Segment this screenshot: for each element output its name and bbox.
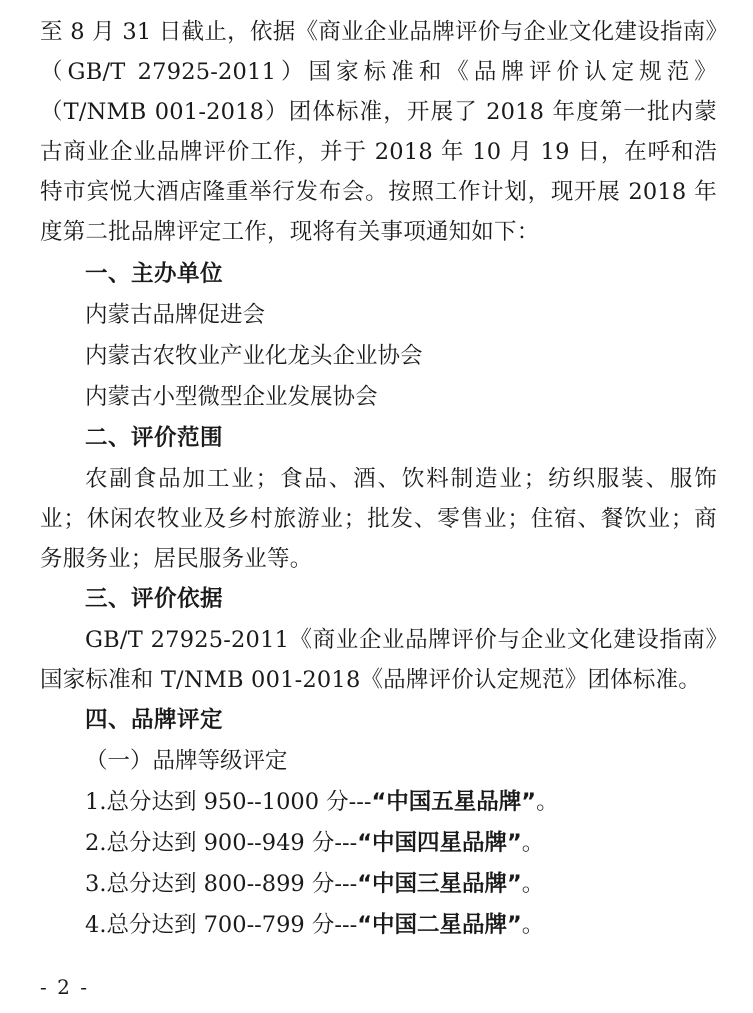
section-heading-organizers: 一、主办单位: [85, 261, 224, 287]
grade-item-3-suffix: 。: [521, 871, 545, 897]
grade-item-1-prefix: 1.总分达到 950--1000 分---: [85, 789, 372, 815]
organizer-line-3: 内蒙古小型微型企业发展协会: [85, 384, 378, 410]
grade-item-4-prefix: 4.总分达到 700--799 分---: [85, 912, 358, 938]
basis-paragraph: GB/T 27925-2011《商业企业品牌评价与企业文化建设指南》国家标准和 T/NMB 001-2018《品牌评价认定规范》团体标准。: [40, 627, 717, 693]
grade-item-1: [40, 782, 717, 823]
organizer-line-2: 内蒙古农牧业产业化龙头企业协会: [85, 343, 423, 369]
grade-item-3: [40, 864, 717, 905]
section-heading-basis: 三、评价依据: [85, 586, 224, 612]
grade-item-4: [40, 905, 717, 946]
grade-item-4-suffix: 。: [521, 912, 545, 938]
grade-item-2-suffix: 。: [521, 830, 545, 856]
section-heading-assessment: 四、品牌评定: [85, 707, 224, 733]
page-number: - 2 -: [40, 975, 89, 999]
section-heading-scope: 二、评价范围: [85, 425, 224, 451]
grade-item-2-prefix: 2.总分达到 900--949 分---: [85, 830, 358, 856]
grade-item-1-award: “中国五星品牌”: [371, 789, 537, 815]
organizer-line-1: 内蒙古品牌促进会: [85, 302, 266, 328]
grade-item-2: [40, 823, 717, 864]
scope-paragraph: 农副食品加工业；食品、酒、饮料制造业；纺织服装、服饰业；休闲农牧业及乡村旅游业；批发、零售业；住宿、餐饮业；商务服务业；居民服务业等。: [40, 466, 717, 572]
grade-item-3-prefix: 3.总分达到 800--899 分---: [85, 871, 358, 897]
grade-item-4-award: “中国二星品牌”: [357, 912, 522, 938]
opening-paragraph: 至 8 月 31 日截止，依据《商业企业品牌评价与企业文化建设指南》（GB/T 27925-2011）国家标准和《品牌评价认定规范》（T/NMB 001-2018）团体标准，开展了 2018 年度第一批内蒙古商业企业品牌评价工作，并于 2018 年 10 月 19 日，在呼和浩特市宾悦大酒店隆重举行发布会。按照工作计划，现开展 2018 年度第二批品牌评定工作，现将有关事项通知如下：: [40, 19, 717, 245]
grade-item-2-award: “中国四星品牌”: [357, 830, 522, 856]
grade-item-1-suffix: 。: [536, 789, 559, 815]
assessment-subheading: （一）品牌等级评定: [85, 748, 288, 774]
grade-item-3-award: “中国三星品牌”: [357, 871, 522, 897]
